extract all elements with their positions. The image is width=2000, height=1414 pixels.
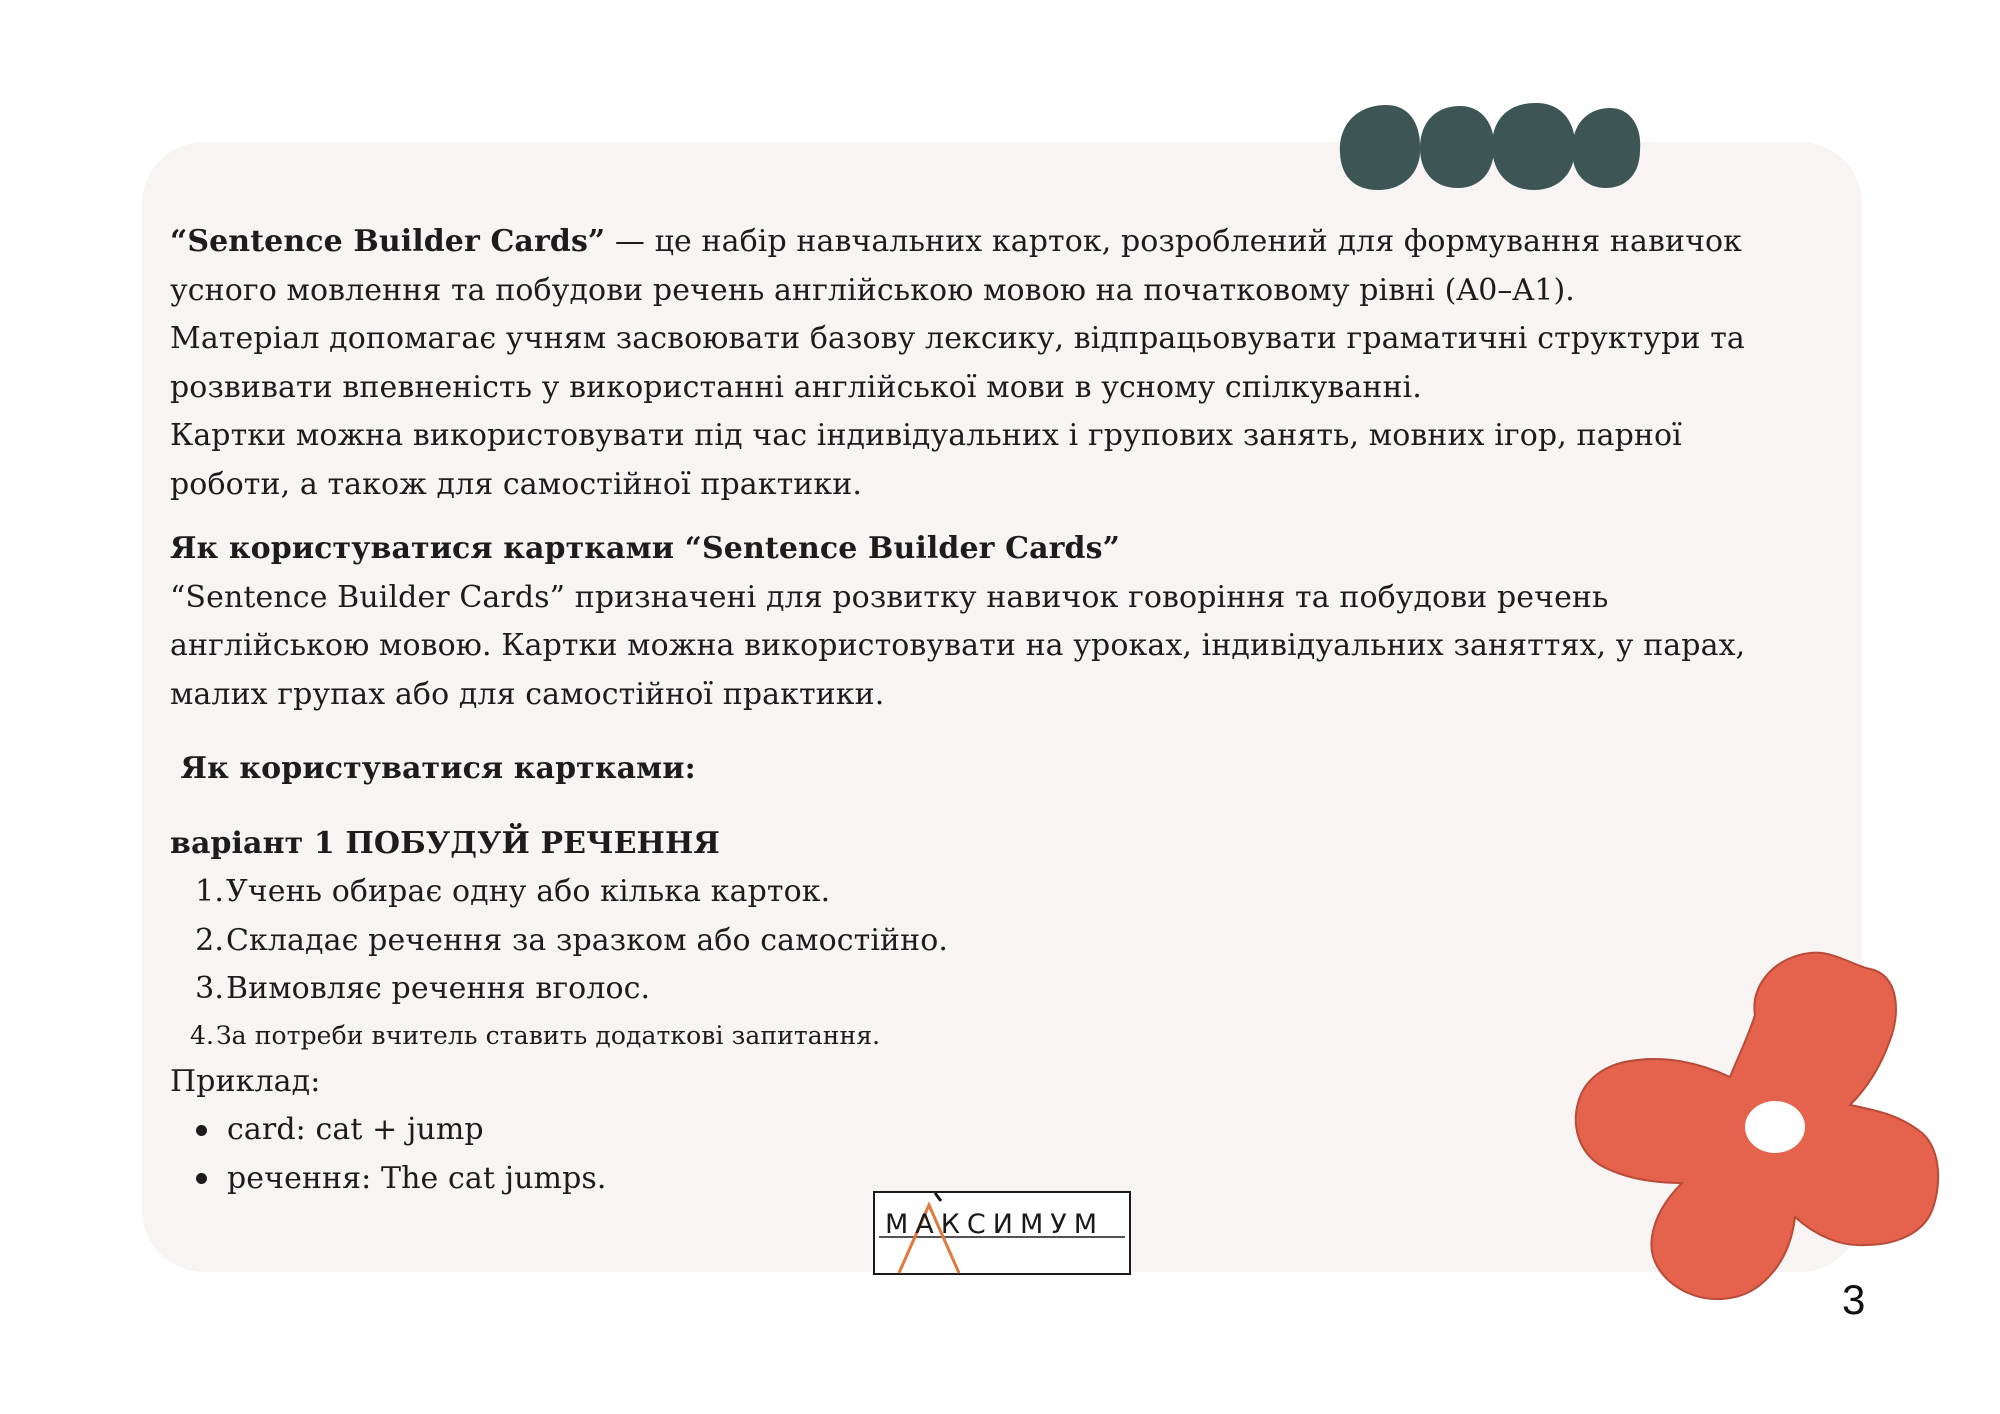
list-item: 1. Учень обирає одну або кілька карток. bbox=[195, 874, 831, 909]
how-line-3: малих групах або для самостійної практики. bbox=[170, 676, 885, 712]
product-name: “Sentence Builder Cards” bbox=[170, 224, 606, 259]
intro-line-4: розвивати впевненість у використанні англійської мови в усному спілкуванні. bbox=[170, 369, 1422, 405]
intro-line-6: роботи, а також для самостійної практики. bbox=[170, 466, 862, 502]
list-item: 3. Вимовляє речення вголос. bbox=[195, 971, 651, 1006]
maksymum-logo bbox=[873, 1191, 1131, 1275]
intro-line-5: Картки можна використовувати під час індивідуальних і групових занять, мовних ігор, парної bbox=[170, 418, 1682, 453]
bullet-icon bbox=[196, 1173, 207, 1184]
intro-line-1: “Sentence Builder Cards” — це набір навчальних карток, розроблений для формування навичок bbox=[170, 224, 1743, 259]
document-body bbox=[170, 218, 1850, 1203]
intro-line-2: усного мовлення та побудови речень англійською мовою на початковому рівні (A0–A1). bbox=[170, 272, 1575, 308]
how-line-2: англійською мовою. Картки можна використовувати на уроках, індивідуальних заняттях, у парах, bbox=[170, 628, 1746, 663]
example-item: card: cat + jump bbox=[170, 1106, 1850, 1155]
list-item: 4. За потреби вчитель ставить додаткові запитання. bbox=[189, 1020, 881, 1050]
bullet-icon bbox=[196, 1125, 207, 1136]
example-item: речення: The cat jumps. bbox=[170, 1155, 1850, 1204]
intro-line-3: Матеріал допомагає учням засвоювати базову лексику, відпрацьовувати граматичні структури та bbox=[170, 321, 1745, 356]
list-item: 2. Складає речення за зразком або самостійно. bbox=[195, 922, 949, 958]
how-line-1: “Sentence Builder Cards” призначені для розвитку навичок говоріння та побудови речень bbox=[170, 579, 1609, 615]
usage-heading: Як користуватися картками: bbox=[170, 751, 696, 786]
how-heading: Як користуватися картками “Sentence Builder Cards” bbox=[170, 531, 1120, 566]
svg-text:МАКСИМУМ: МАКСИМУМ bbox=[885, 1209, 1105, 1240]
example-label: Приклад: bbox=[170, 1063, 321, 1099]
decorative-dots bbox=[1332, 98, 1642, 198]
variant-title: варіант 1 ПОБУДУЙ РЕЧЕННЯ bbox=[170, 825, 720, 861]
page-number: 3 bbox=[1842, 1276, 1866, 1323]
